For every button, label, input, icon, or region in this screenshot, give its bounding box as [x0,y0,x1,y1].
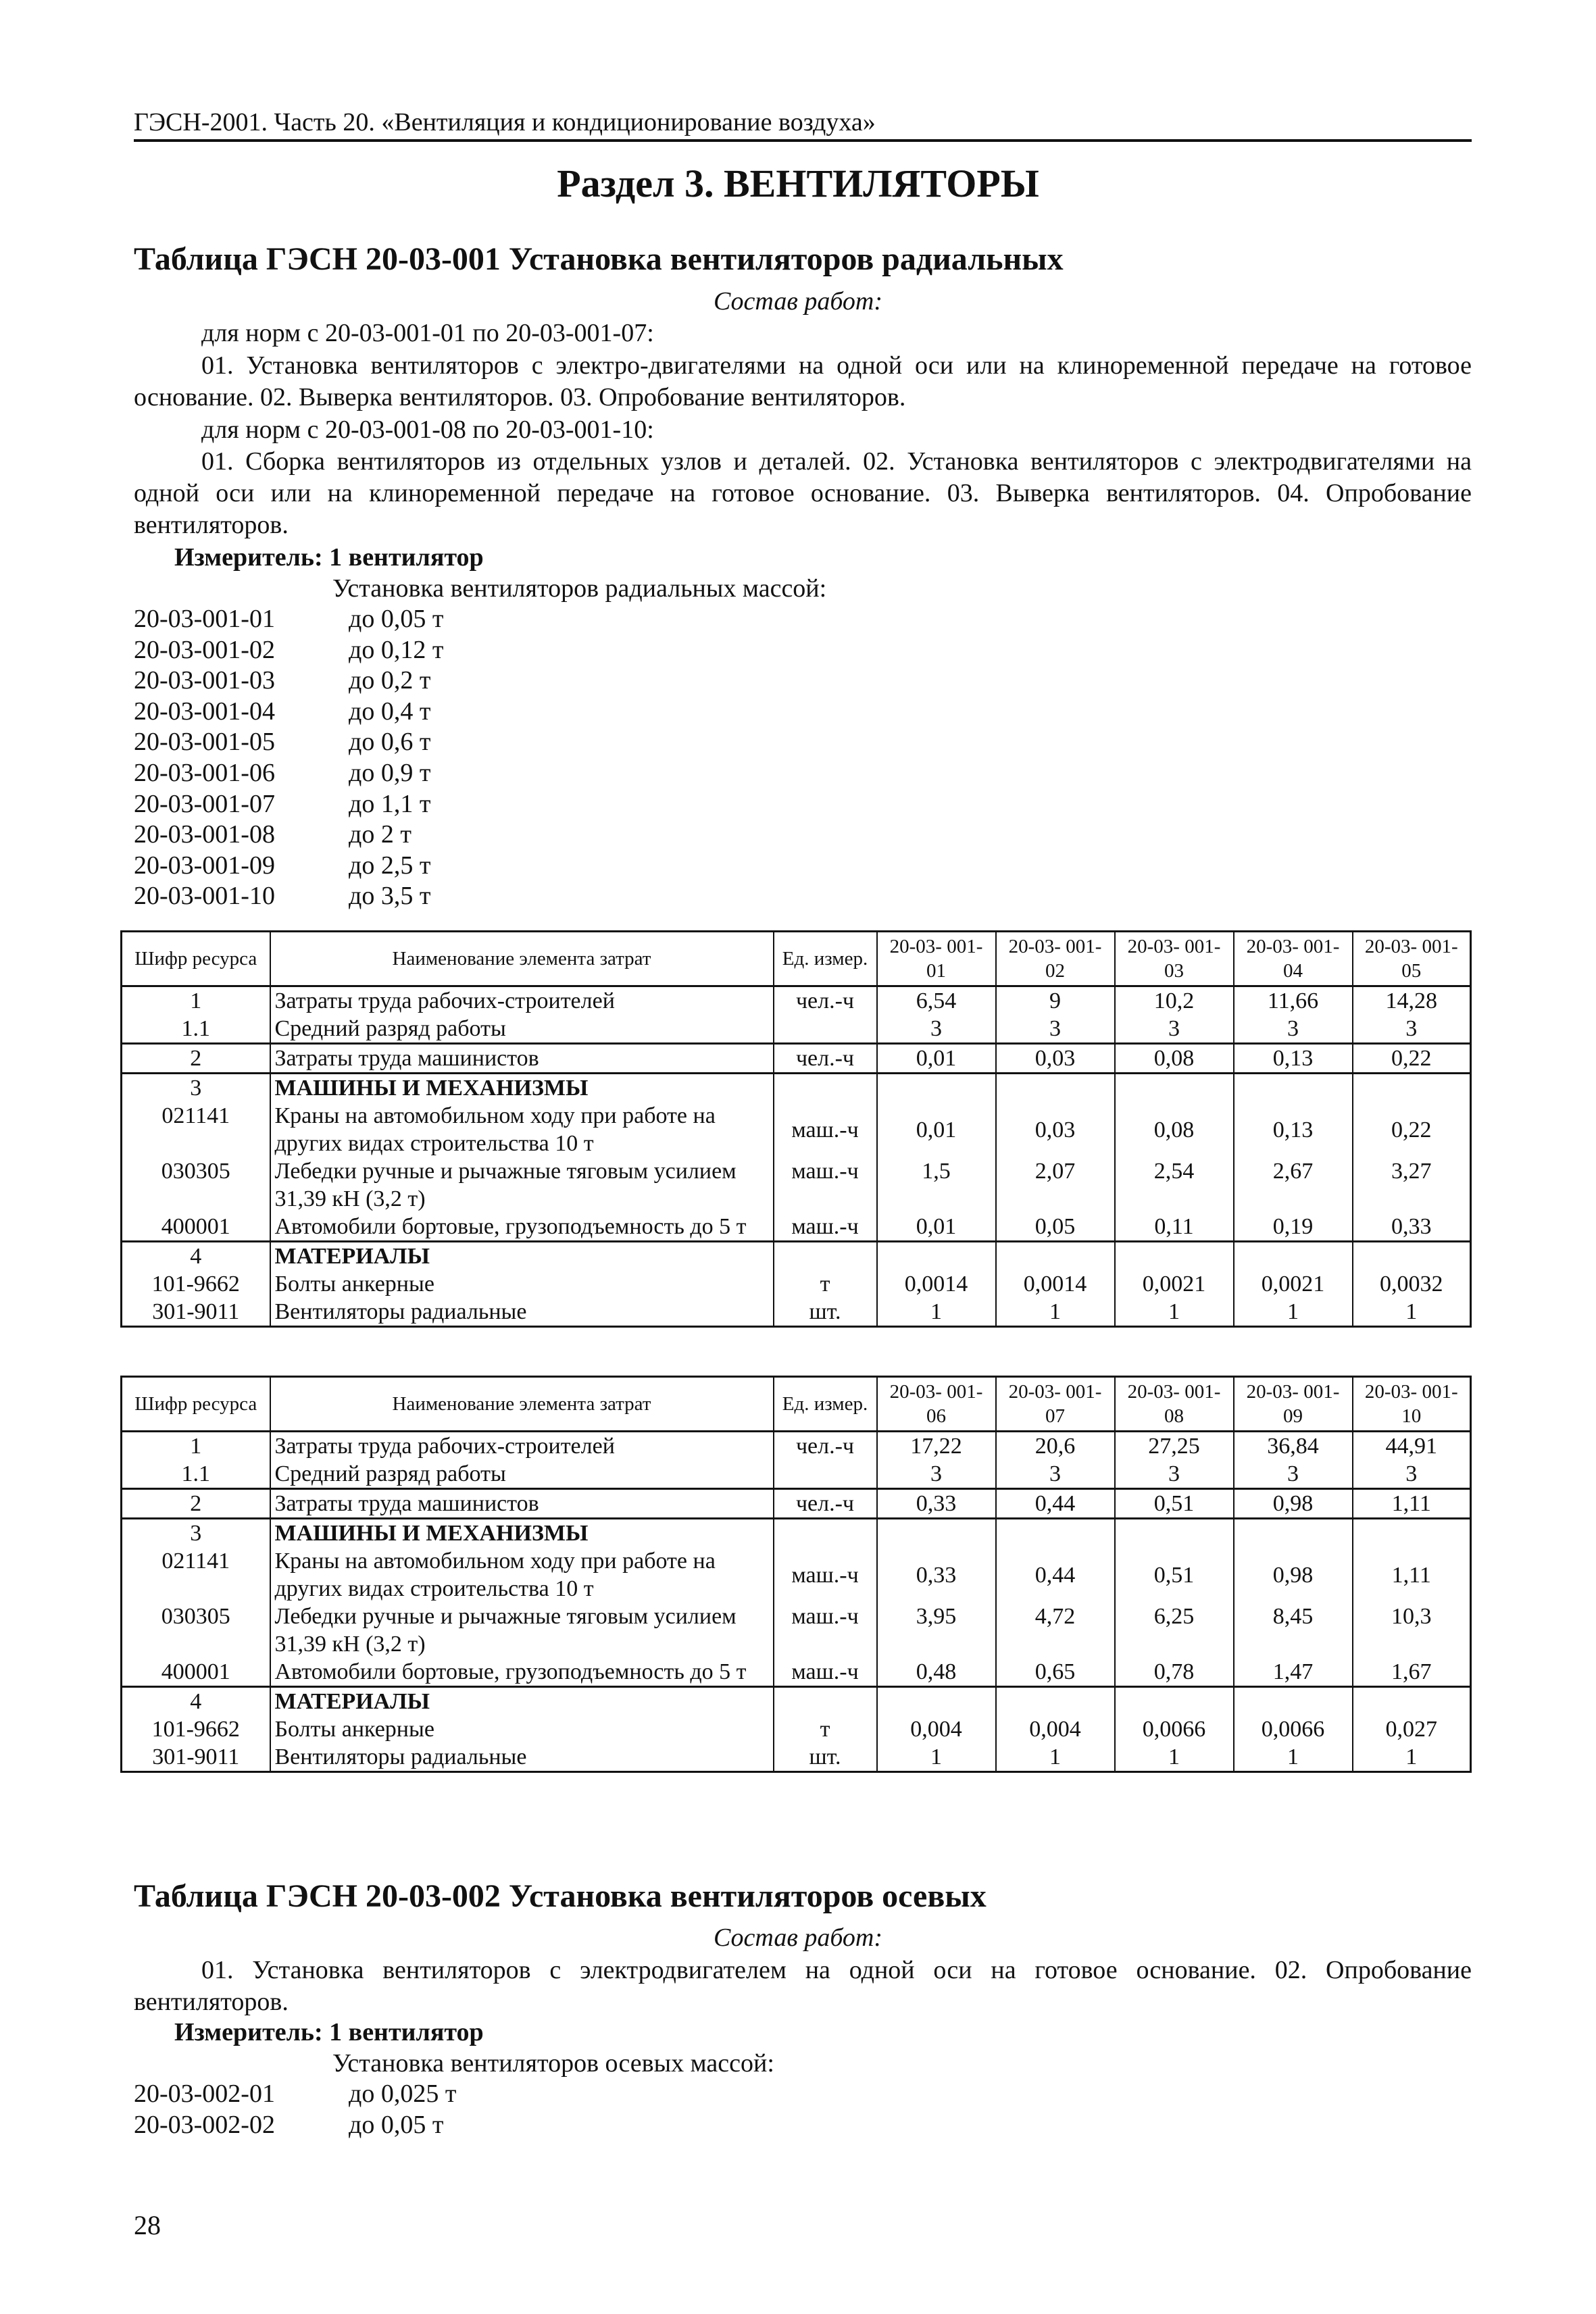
value-cell: 0,01 [877,1102,996,1157]
value-cell: 3 [1234,1015,1353,1044]
cost-name: Болты анкерные [270,1715,774,1743]
table-row [122,1547,1471,1603]
value-cell: 1 [877,1298,996,1327]
composition-label: Состав работ: [713,1923,883,1952]
running-header: ГЭСН-2001. Часть 20. «Вентиляция и кондиционирование воздуха» [134,107,1472,142]
resource-code: 1 [190,988,202,1013]
cost-name: Лебедки ручные и рычажные тяговым усилием 31,39 кН (3,2 т) [270,1603,774,1658]
norm-code: 20-03-001-08 [134,820,275,849]
value-cell: 6,25 [1115,1603,1234,1658]
value-cell: 0,13 [1234,1102,1353,1157]
cost-name: Затраты труда рабочих-строителей [270,1432,774,1461]
value-cell: 10,2 [1115,986,1234,1015]
value-cell: 0,65 [996,1658,1115,1687]
unit: т [774,1715,877,1743]
cost-name: Автомобили бортовые, грузоподъемность до 5 т [270,1658,774,1687]
header-norm: 20-03- 001-04 [1234,932,1353,986]
value-cell: 0,98 [1234,1547,1353,1603]
value-cell: 1 [996,1743,1115,1772]
table-row [122,1270,1471,1298]
cost-name: Болты анкерные [270,1270,774,1298]
norm-code: 20-03-001-01 [134,605,275,633]
value-cell: 0,44 [996,1547,1115,1603]
header-norm: 20-03- 001-10 [1353,1377,1471,1432]
cost-name: Краны на автомобильном ходу при работе на других видах строительства 10 т [270,1547,774,1603]
value-cell: 0,19 [1234,1213,1353,1242]
header-norm: 20-03- 001-03 [1115,932,1234,986]
value-cell: 3 [1234,1460,1353,1489]
value-cell: 6,54 [877,986,996,1015]
norm-mass: до 1,1 т [349,789,431,818]
code-list-item [134,881,443,912]
resource-code: 4 [122,1242,270,1271]
table-header-row [122,1377,1471,1432]
resource-code: 021141 [161,1549,230,1574]
table-row [122,1015,1471,1044]
value-cell: 2,54 [1115,1157,1234,1213]
value-cell: 0,22 [1353,1044,1471,1074]
value-cell: 1 [877,1743,996,1772]
value-cell: 8,45 [1234,1603,1353,1658]
unit: чел.-ч [774,1432,877,1461]
norm-code: 20-03-001-09 [134,851,275,880]
header-norm: 20-03- 001-01 [877,932,996,986]
unit: маш.-ч [774,1547,877,1603]
value-cell: 0,48 [877,1658,996,1687]
header-norm: 20-03- 001-05 [1353,932,1471,986]
table-row [122,1242,1471,1271]
value-cell: 0,98 [1234,1489,1353,1519]
code-list-item [134,789,443,820]
table-row [122,1074,1471,1103]
value-cell: 3 [1115,1015,1234,1044]
code-list-item [134,604,443,635]
value-cell: 0,51 [1115,1489,1234,1519]
resource-code: 2 [122,1489,270,1519]
measure-unit: Измеритель: 1 вентилятор [174,2018,484,2046]
unit: чел.-ч [774,1044,877,1074]
value-cell: 1,67 [1353,1658,1471,1687]
value-cell: 0,0032 [1353,1270,1471,1298]
value-cell: 3 [1353,1015,1471,1044]
value-cell: 0,004 [996,1715,1115,1743]
code-list-item [134,758,443,789]
value-cell: 1 [1353,1298,1471,1327]
group-heading: МАШИНЫ И МЕХАНИЗМЫ [270,1074,774,1103]
group-heading: МАТЕРИАЛЫ [270,1242,774,1271]
norm-code: 20-03-001-02 [134,635,275,664]
table-title-20-03-001: Таблица ГЭСН 20-03-001 Установка вентиляторов радиальных [134,241,1064,277]
unit [774,1015,877,1044]
value-cell: 0,08 [1115,1102,1234,1157]
scope-first: для норм с 20-03-001-01 по 20-03-001-07: [201,319,654,347]
table-row [122,1044,1471,1074]
table-row [122,1519,1471,1548]
section-title: Раздел 3. ВЕНТИЛЯТОРЫ [557,161,1039,205]
norm-code: 20-03-001-10 [134,882,275,911]
value-cell: 1 [1234,1743,1353,1772]
unit: т [774,1270,877,1298]
value-cell: 3 [1115,1460,1234,1489]
value-cell: 4,72 [996,1603,1115,1658]
cost-name: Затраты труда машинистов [270,1044,774,1074]
unit: маш.-ч [774,1658,877,1687]
value-cell: 3 [1353,1460,1471,1489]
cost-name: Средний разряд работы [270,1460,774,1489]
value-cell: 0,0021 [1234,1270,1353,1298]
value-cell: 0,33 [1353,1213,1471,1242]
code-list-item [134,851,443,882]
table-row [122,1603,1471,1658]
unit [774,1460,877,1489]
value-cell: 10,3 [1353,1603,1471,1658]
value-cell: 0,44 [996,1489,1115,1519]
value-cell: 44,91 [1353,1432,1471,1461]
header-code: Шифр ресурса [122,932,270,986]
value-cell: 36,84 [1234,1432,1353,1461]
cost-name: Лебедки ручные и рычажные тяговым усилием 31,39 кН (3,2 т) [270,1157,774,1213]
table-row [122,1489,1471,1519]
table-row [122,1157,1471,1213]
resource-code: 1.1 [181,1461,210,1486]
value-cell: 17,22 [877,1432,996,1461]
value-cell: 2,07 [996,1157,1115,1213]
cost-name: Средний разряд работы [270,1015,774,1044]
value-cell: 3,27 [1353,1157,1471,1213]
table-row [122,1432,1471,1461]
table-row [122,1213,1471,1242]
resource-code: 1 [190,1434,202,1459]
header-norm: 20-03- 001-06 [877,1377,996,1432]
value-cell: 0,01 [877,1044,996,1074]
table-title-20-03-002: Таблица ГЭСН 20-03-002 Установка вентиляторов осевых [134,1878,987,1914]
value-cell: 1 [1234,1298,1353,1327]
value-cell: 1 [1115,1743,1234,1772]
resource-code: 400001 [161,1659,230,1684]
value-cell: 0,51 [1115,1547,1234,1603]
header-unit: Ед. измер. [774,932,877,986]
value-cell: 27,25 [1115,1432,1234,1461]
composition-text-second: 01. Сборка вентиляторов из отдельных узлов и деталей. 02. Установка вентиляторов с электродвигателями на одной оси или на клиноременной передаче на готовое основание. 03. Выверка вентиляторов. 04. Опробование вентиляторов. [134,447,1472,539]
value-cell: 14,28 [1353,986,1471,1015]
resource-code: 301-9011 [152,1744,240,1769]
code-list-item [134,820,443,851]
composition-text: 01. Установка вентиляторов с электродвигателем на одной оси на готовое основание. 02. Опробование вентиляторов. [134,1956,1472,2016]
group-heading: МАТЕРИАЛЫ [270,1687,774,1716]
code-list-item [134,727,443,758]
value-cell: 3,95 [877,1603,996,1658]
table-row [122,1102,1471,1157]
norm-mass: до 0,2 т [349,666,431,695]
norm-code: 20-03-002-02 [134,2110,275,2139]
value-cell: 0,0066 [1115,1715,1234,1743]
value-cell: 0,0066 [1234,1715,1353,1743]
header-code: Шифр ресурса [122,1377,270,1432]
group-heading: МАШИНЫ И МЕХАНИЗМЫ [270,1519,774,1548]
norm-code: 20-03-001-06 [134,758,275,787]
value-cell: 1,47 [1234,1658,1353,1687]
header-norm: 20-03- 001-09 [1234,1377,1353,1432]
measure-unit: Измеритель: 1 вентилятор [174,543,484,572]
norm-mass: до 0,12 т [349,635,444,664]
norm-mass: до 0,05 т [349,2110,444,2139]
value-cell: 11,66 [1234,986,1353,1015]
value-cell: 20,6 [996,1432,1115,1461]
value-cell: 0,01 [877,1213,996,1242]
resource-code: 101-9662 [151,1717,240,1742]
resource-code: 030305 [161,1159,230,1184]
norm-mass: до 0,4 т [349,697,431,726]
codes-intro: Установка вентиляторов осевых массой: [332,2049,774,2078]
value-cell: 1,11 [1353,1489,1471,1519]
value-cell: 3 [877,1460,996,1489]
table-row [122,1298,1471,1327]
value-cell: 0,03 [996,1102,1115,1157]
value-cell: 0,027 [1353,1715,1471,1743]
value-cell: 0,0014 [877,1270,996,1298]
value-cell: 1 [1353,1743,1471,1772]
norm-mass: до 2 т [349,820,412,849]
value-cell: 2,67 [1234,1157,1353,1213]
header-name: Наименование элемента затрат [270,932,774,986]
code-list-item [134,2079,456,2110]
cost-name: Автомобили бортовые, грузоподъемность до 5 т [270,1213,774,1242]
value-cell: 3 [996,1015,1115,1044]
cost-name: Затраты труда рабочих-строителей [270,986,774,1015]
composition-label: Состав работ: [713,287,883,316]
code-list-item [134,697,443,728]
norm-mass: до 0,025 т [349,2080,457,2108]
value-cell: 0,13 [1234,1044,1353,1074]
value-cell: 1 [1115,1298,1234,1327]
value-cell: 0,03 [996,1044,1115,1074]
value-cell: 0,11 [1115,1213,1234,1242]
resource-code: 1.1 [181,1016,210,1041]
unit: маш.-ч [774,1102,877,1157]
table-row [122,1715,1471,1743]
value-cell: 0,33 [877,1489,996,1519]
table-row [122,986,1471,1015]
norm-mass: до 0,6 т [349,728,431,757]
resource-code: 021141 [161,1103,230,1128]
table-row [122,1687,1471,1716]
cost-name: Вентиляторы радиальные [270,1298,774,1327]
value-cell: 9 [996,986,1115,1015]
norm-mass: до 3,5 т [349,882,431,911]
value-cell: 0,33 [877,1547,996,1603]
norm-code: 20-03-001-04 [134,697,275,726]
value-cell: 3 [996,1460,1115,1489]
unit: маш.-ч [774,1213,877,1242]
value-cell: 0,0014 [996,1270,1115,1298]
value-cell: 0,004 [877,1715,996,1743]
unit: чел.-ч [774,986,877,1015]
norm-mass: до 0,05 т [349,605,444,633]
norm-mass: до 0,9 т [349,758,431,787]
code-list-item [134,635,443,666]
norm-code: 20-03-002-01 [134,2080,275,2108]
code-list-item [134,665,443,697]
unit: шт. [774,1743,877,1772]
header-name: Наименование элемента затрат [270,1377,774,1432]
value-cell: 0,08 [1115,1044,1234,1074]
resource-code: 3 [122,1519,270,1548]
norms-table-first [120,930,1472,1328]
value-cell: 1,11 [1353,1547,1471,1603]
code-list [134,2079,456,2140]
table-header-row [122,932,1471,986]
composition-text-first: 01. Установка вентиляторов с электро-двигателями на одной оси или на клиноременной передаче на готовое основание. 02. Выверка вентиляторов. 03. Опробование вентиляторов. [134,351,1472,411]
value-cell: 0,05 [996,1213,1115,1242]
value-cell: 0,0021 [1115,1270,1234,1298]
resource-code: 4 [122,1687,270,1716]
codes-intro: Установка вентиляторов радиальных массой: [332,574,827,603]
resource-code: 3 [122,1074,270,1103]
page-number: 28 [134,2210,161,2240]
unit: маш.-ч [774,1157,877,1213]
cost-name: Вентиляторы радиальные [270,1743,774,1772]
value-cell: 3 [877,1015,996,1044]
norm-code: 20-03-001-05 [134,728,275,757]
code-list [134,604,443,912]
value-cell: 0,22 [1353,1102,1471,1157]
table-row [122,1460,1471,1489]
table-row [122,1658,1471,1687]
resource-code: 301-9011 [152,1299,240,1324]
value-cell: 1 [996,1298,1115,1327]
header-unit: Ед. измер. [774,1377,877,1432]
norm-mass: до 2,5 т [349,851,431,880]
scope-second: для норм с 20-03-001-08 по 20-03-001-10: [201,416,654,444]
resource-code: 2 [122,1044,270,1074]
cost-name: Краны на автомобильном ходу при работе на других видах строительства 10 т [270,1102,774,1157]
code-list-item [134,2110,456,2141]
header-norm: 20-03- 001-02 [996,932,1115,986]
unit: маш.-ч [774,1603,877,1658]
table-row [122,1743,1471,1772]
norms-table-second [120,1376,1472,1773]
norm-code: 20-03-001-07 [134,789,275,818]
cost-name: Затраты труда машинистов [270,1489,774,1519]
resource-code: 101-9662 [151,1272,240,1297]
value-cell: 1,5 [877,1157,996,1213]
unit: чел.-ч [774,1489,877,1519]
header-norm: 20-03- 001-07 [996,1377,1115,1432]
value-cell: 0,78 [1115,1658,1234,1687]
unit: шт. [774,1298,877,1327]
header-norm: 20-03- 001-08 [1115,1377,1234,1432]
resource-code: 030305 [161,1604,230,1629]
resource-code: 400001 [161,1214,230,1239]
norm-code: 20-03-001-03 [134,666,275,695]
